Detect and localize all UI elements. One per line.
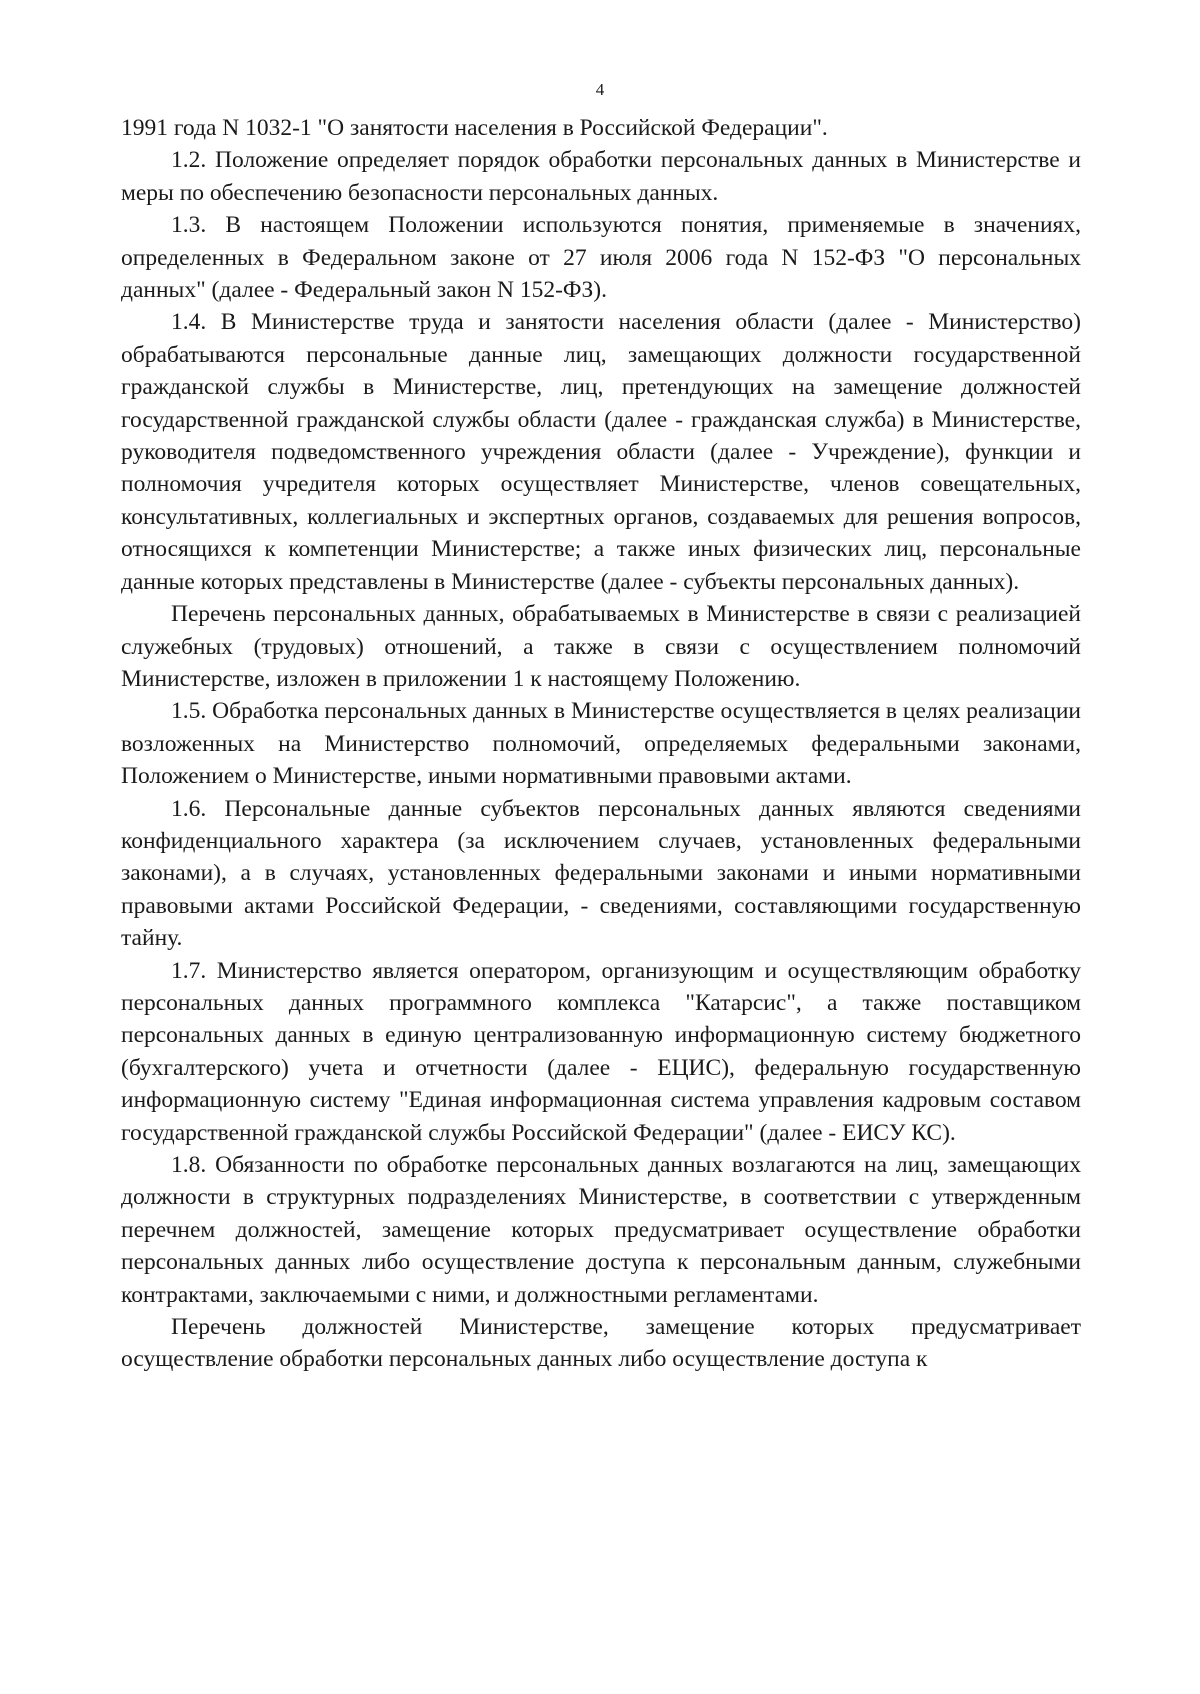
paragraph-1-7: 1.7. Министерство является оператором, организующим и осуществляющим обработку персональных данных программного комплекса "Катарсис", а также поставщиком персональных данных в единую централизованную информационную систему бюджетного (бухгалтерского) учета и отчетности (далее - ЕЦИС), федеральную государственную информационную систему "Единая информационная система управления кадровым составом государственной гражданской службы Российской Федерации" (далее - ЕИСУ КС). [121, 957, 1081, 1146]
page-number: 4 [595, 80, 605, 99]
paragraph-positions-list: Перечень должностей Министерстве, замещение которых предусматривает осуществление обработки персональных данных либо осуществление доступа к [121, 1314, 1081, 1373]
paragraph-1-4: 1.4. В Министерстве труда и занятости населения области (далее - Министерство) обрабатываются персональные данные лиц, замещающих должности государственной гражданской службы в Министерстве, лиц, претендующих на замещение должностей государственной гражданской службы области (далее - гражданская служба) в Министерстве, руководителя подведомственного учреждения области (далее - Учреждение), функции и полномочия учредителя которых осуществляет Министерстве, членов совещательных, консультативных, коллегиальных и экспертных органов, создаваемых для решения вопросов, относящихся к компетенции Министерстве; а также иных физических лиц, персональные данные которых представлены в Министерстве (далее - субъекты персональных данных). [121, 309, 1081, 595]
paragraph-1-8: 1.8. Обязанности по обработке персональных данных возлагаются на лиц, замещающих должности в структурных подразделениях Министерстве, в соответствии с утвержденным перечнем должностей, замещение которых предусматривает осуществление обработки персональных данных либо осуществление доступа к персональным данным, служебными контрактами, заключаемыми с ними, и должностными регламентами. [121, 1152, 1081, 1308]
document-body [121, 112, 1081, 1376]
paragraph-continuation: 1991 года N 1032-1 "О занятости населения в Российской Федерации". [121, 115, 828, 141]
paragraph-personal-data-list: Перечень персональных данных, обрабатываемых в Министерстве в связи с реализацией служебных (трудовых) отношений, а также в связи с осуществлением полномочий Министерстве, изложен в приложении 1 к настоящему Положению. [121, 601, 1081, 692]
paragraph-1-6: 1.6. Персональные данные субъектов персональных данных являются сведениями конфиденциального характера (за исключением случаев, установленных федеральными законами), а в случаях, установленных федеральными законами и иными нормативными правовыми актами Российской Федерации, - сведениями, составляющими государственную тайну. [121, 795, 1081, 952]
paragraph-1-3: 1.3. В настоящем Положении используются понятия, применяемые в значениях, определенных в Федеральном законе от 27 июля 2006 года N 152-ФЗ "О персональных данных" (далее - Федеральный закон N 152-ФЗ). [121, 212, 1081, 304]
paragraph-1-2: 1.2. Положение определяет порядок обработки персональных данных в Министерстве и меры по обеспечению безопасности персональных данных. [121, 147, 1081, 206]
paragraph-1-5: 1.5. Обработка персональных данных в Министерстве осуществляется в целях реализации возложенных на Министерство полномочий, определяемых федеральными законами, Положением о Министерстве, иными нормативными правовыми актами. [121, 698, 1081, 790]
